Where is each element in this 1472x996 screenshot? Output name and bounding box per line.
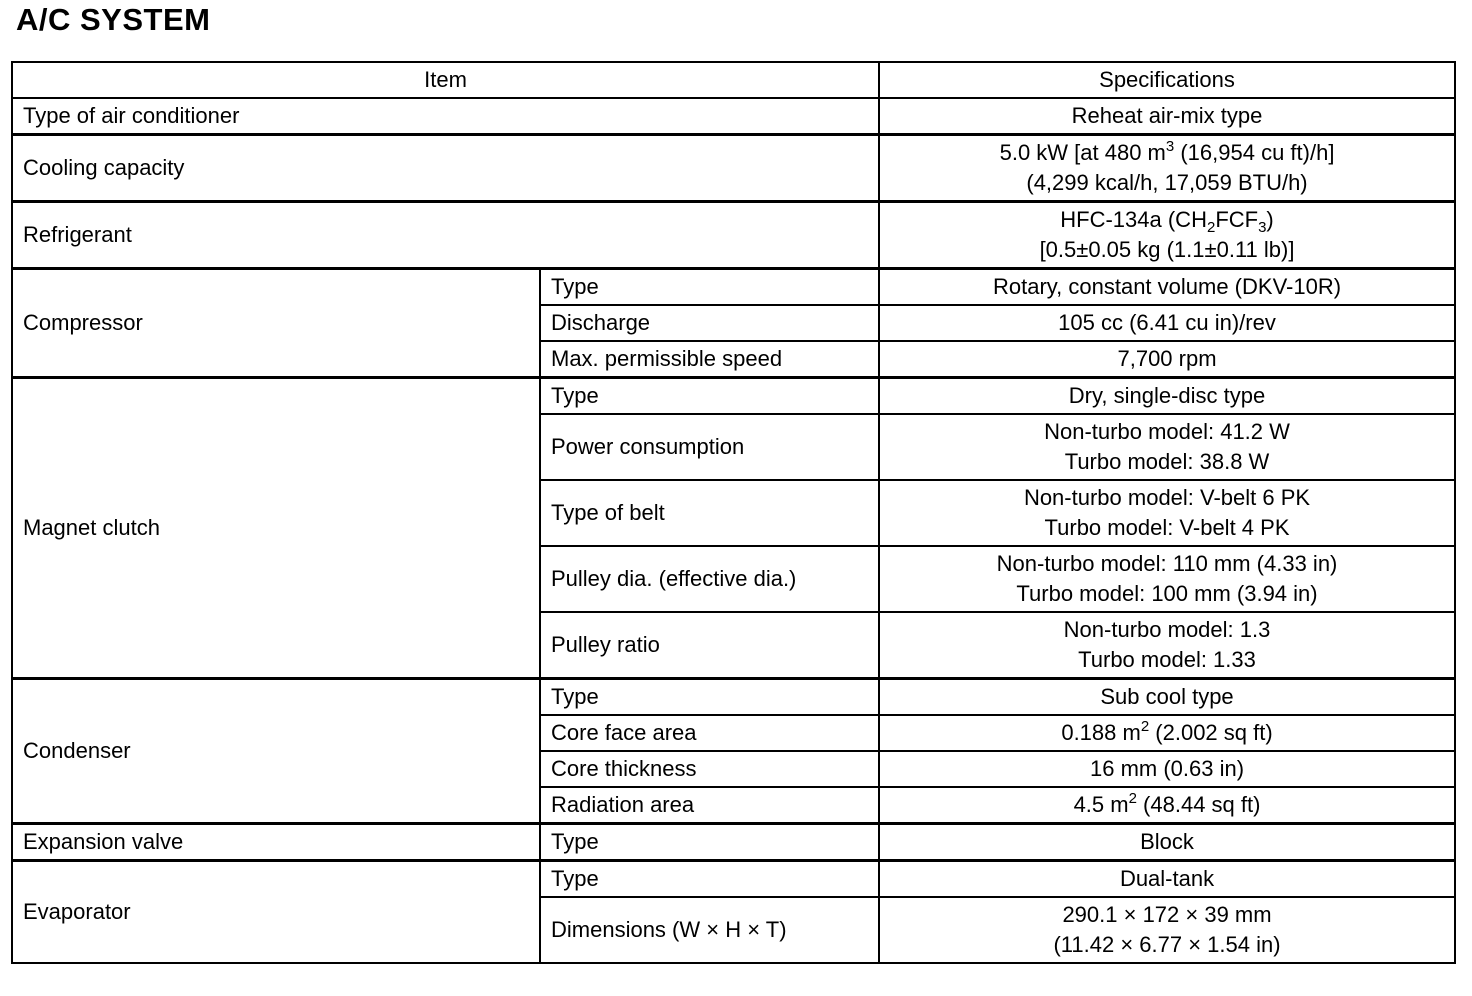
compressor-type-label: Type — [540, 269, 879, 306]
ac-system-spec-table — [11, 61, 1456, 964]
evaporator-type-value: Dual-tank — [879, 861, 1455, 898]
compressor-speed-label: Max. permissible speed — [540, 341, 879, 378]
compressor-type-value: Rotary, constant volume (DKV-10R) — [879, 269, 1455, 306]
clutch-pulley-dia-value: Non-turbo model: 110 mm (4.33 in) Turbo model: 100 mm (3.94 in) — [879, 546, 1455, 612]
header-item: Item — [12, 62, 879, 98]
refrigerant-label: Refrigerant — [12, 202, 879, 269]
clutch-power-label: Power consumption — [540, 414, 879, 480]
condenser-type-value: Sub cool type — [879, 679, 1455, 716]
type-ac-label: Type of air conditioner — [12, 98, 879, 135]
clutch-pulley-ratio-label: Pulley ratio — [540, 612, 879, 679]
cooling-value: 5.0 kW [at 480 $m^3$ (16,954 cu ft)/h] (4,299 kcal/h, 17,059 BTU/h) — [879, 135, 1455, 202]
compressor-discharge-label: Discharge — [540, 305, 879, 341]
table-row — [12, 98, 1455, 135]
condenser-type-label: Type — [540, 679, 879, 716]
condenser-face-label: Core face area — [540, 715, 879, 751]
condenser-label: Condenser — [12, 679, 540, 824]
compressor-label: Compressor — [12, 269, 540, 378]
evaporator-dim-value: 290.1 × 172 × 39 mm (11.42 × 6.77 × 1.54 in) — [879, 897, 1455, 963]
table-row — [12, 202, 1455, 269]
type-ac-value: Reheat air-mix type — [879, 98, 1455, 135]
clutch-belt-value: Non-turbo model: V-belt 6 PK Turbo model: V-belt 4 PK — [879, 480, 1455, 546]
page-title: A/C SYSTEM — [16, 2, 211, 37]
expansion-valve-type-label: Type — [540, 824, 879, 861]
table-row — [12, 679, 1455, 716]
clutch-pulley-dia-label: Pulley dia. (effective dia.) — [540, 546, 879, 612]
condenser-radiation-label: Radiation area — [540, 787, 879, 824]
clutch-belt-label: Type of belt — [540, 480, 879, 546]
table-row — [12, 135, 1455, 202]
expansion-valve-label: Expansion valve — [12, 824, 540, 861]
clutch-type-label: Type — [540, 378, 879, 415]
compressor-discharge-value: 105 cc (6.41 cu in)/rev — [879, 305, 1455, 341]
cooling-label: Cooling capacity — [12, 135, 879, 202]
evaporator-type-label: Type — [540, 861, 879, 898]
condenser-thickness-label: Core thickness — [540, 751, 879, 787]
evaporator-dim-label: Dimensions (W × H × T) — [540, 897, 879, 963]
clutch-type-value: Dry, single-disc type — [879, 378, 1455, 415]
table-row — [12, 269, 1455, 306]
compressor-speed-value: 7,700 rpm — [879, 341, 1455, 378]
condenser-radiation-value: 4.5 $m^2$ (48.44 sq ft) — [879, 787, 1455, 824]
evaporator-label: Evaporator — [12, 861, 540, 964]
expansion-valve-type-value: Block — [879, 824, 1455, 861]
magnet-clutch-label: Magnet clutch — [12, 378, 540, 679]
header-specifications: Specifications — [879, 62, 1455, 98]
table-row — [12, 861, 1455, 898]
table-row — [12, 378, 1455, 415]
table-row — [12, 824, 1455, 861]
clutch-power-value: Non-turbo model: 41.2 W Turbo model: 38.8 W — [879, 414, 1455, 480]
clutch-pulley-ratio-value: Non-turbo model: 1.3 Turbo model: 1.33 — [879, 612, 1455, 679]
refrigerant-value: HFC-134a $(CH_2FCF_3)$ [0.5±0.05 kg (1.1±0.11 lb)] — [879, 202, 1455, 269]
condenser-thickness-value: 16 mm (0.63 in) — [879, 751, 1455, 787]
condenser-face-value: 0.188 $m^2$ (2.002 sq ft) — [879, 715, 1455, 751]
table-header-row — [12, 62, 1455, 98]
